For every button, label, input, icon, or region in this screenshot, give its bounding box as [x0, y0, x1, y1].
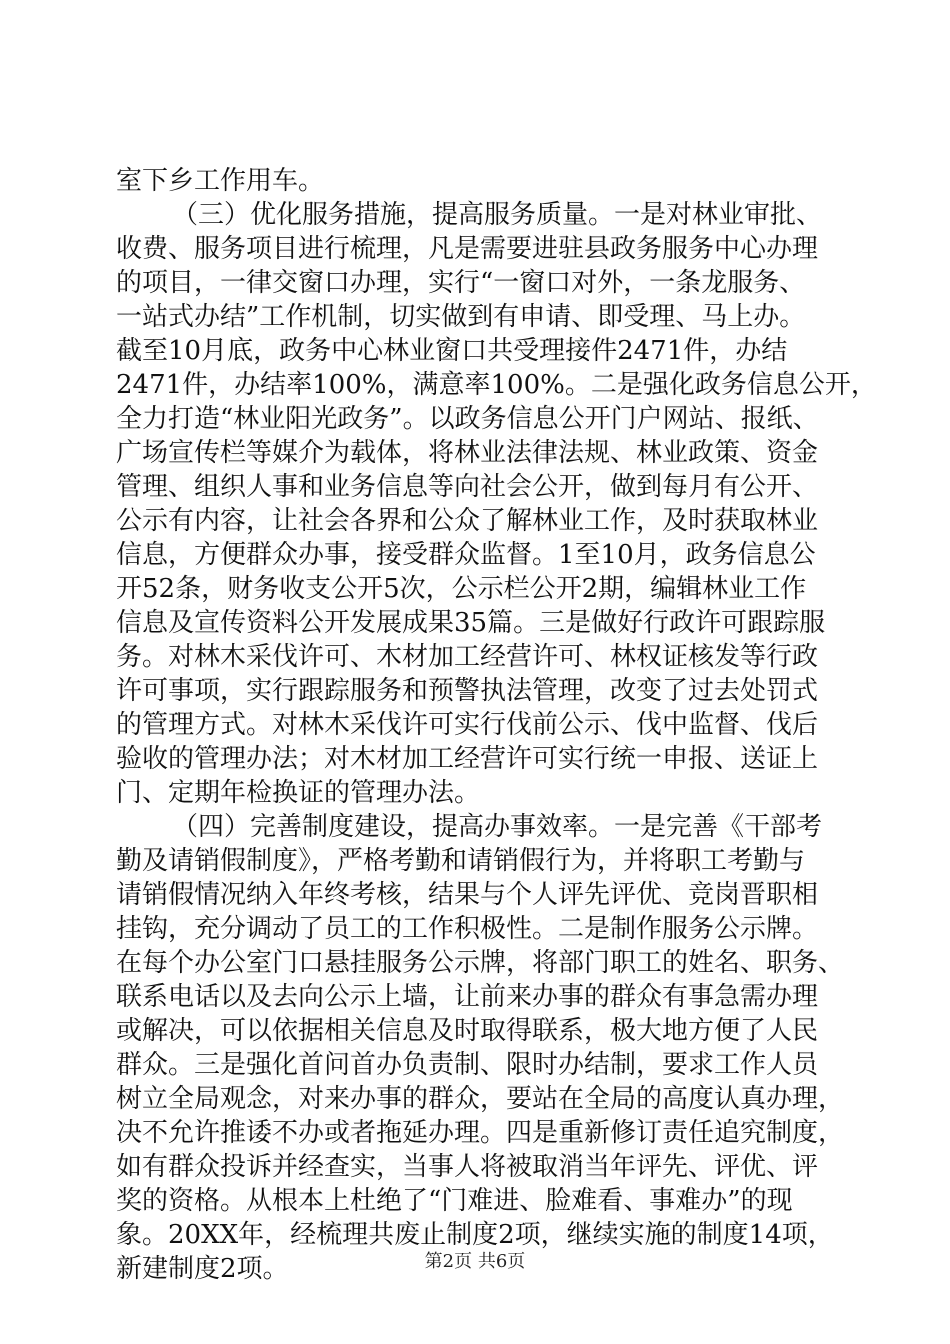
text-line: 群众。三是强化首问首办负责制、限时办结制，要求工作人员	[116, 1050, 819, 1080]
text-line: 在每个办公室门口悬挂服务公示牌，将部门职工的姓名、职务、	[116, 948, 845, 978]
text-line: 广场宣传栏等媒介为载体，将林业法律法规、林业政策、资金	[116, 438, 819, 468]
text-line: 验收的管理办法；对木材加工经营许可实行统一申报、送证上	[116, 744, 819, 774]
text-line: 门、定期年检换证的管理办法。	[116, 778, 481, 808]
text-line: 2471件，办结率100%，满意率100%。二是强化政务信息公开，	[116, 370, 877, 400]
text-line: 信息，方便群众办事，接受群众监督。1至10月，政务信息公	[116, 540, 816, 570]
text-line: 或解决，可以依据相关信息及时取得联系，极大地方便了人民	[116, 1016, 819, 1046]
text-line: 如有群众投诉并经查实，当事人将被取消当年评先、评优、评	[116, 1152, 819, 1182]
page-number-footer: 第2页 共6页	[424, 1251, 526, 1272]
text-line: 管理、组织人事和业务信息等向社会公开，做到每月有公开、	[116, 472, 819, 502]
text-line: 公示有内容，让社会各界和公众了解林业工作，及时获取林业	[116, 506, 819, 536]
text-line: 室下乡工作用车。	[116, 166, 325, 196]
text-line: 树立全局观念，对来办事的群众，要站在全局的高度认真办理，	[116, 1084, 845, 1114]
text-line: 勤及请销假制度》，严格考勤和请销假行为，并将职工考勤与	[116, 846, 806, 876]
text-line: 的项目，一律交窗口办理，实行“一窗口对外，一条龙服务、	[116, 268, 806, 298]
text-line: 收费、服务项目进行梳理，凡是需要进驻县政务服务中心办理	[116, 234, 819, 264]
text-line: 奖的资格。从根本上杜绝了“门难进、脸难看、事难办”的现	[116, 1186, 793, 1216]
paragraph-heading-line: （四）完善制度建设，提高办事效率。一是完善《干部考	[172, 812, 823, 842]
text-line: 象。20XX年，经梳理共废止制度2项，继续实施的制度14项，	[116, 1220, 834, 1250]
text-line: 开52条，财务收支公开5次，公示栏公开2期，编辑林业工作	[116, 574, 807, 604]
text-line: 决不允许推诿不办或者拖延办理。四是重新修订责任追究制度，	[116, 1118, 845, 1148]
text-line: 务。对林木采伐许可、木材加工经营许可、林权证核发等行政	[116, 642, 819, 672]
text-line: 一站式办结”工作机制，切实做到有申请、即受理、马上办。	[116, 302, 806, 332]
text-line: 挂钩，充分调动了员工的工作积极性。二是制作服务公示牌。	[116, 914, 819, 944]
text-line: 请销假情况纳入年终考核，结果与个人评先评优、竞岗晋职相	[116, 880, 819, 910]
text-line: 全力打造“林业阳光政务”。以政务信息公开门户网站、报纸、	[116, 404, 819, 434]
text-line: 信息及宣传资料公开发展成果35篇。三是做好行政许可跟踪服	[116, 608, 826, 638]
text-line: 许可事项，实行跟踪服务和预警执法管理，改变了过去处罚式	[116, 676, 819, 706]
text-line: 联系电话以及去向公示上墙，让前来办事的群众有事急需办理	[116, 982, 819, 1012]
paragraph-heading-line: （三）优化服务措施，提高服务质量。一是对林业审批、	[172, 200, 823, 230]
text-line: 截至10月底，政务中心林业窗口共受理接件2471件，办结	[116, 336, 788, 366]
text-line: 的管理方式。对林木采伐许可实行伐前公示、伐中监督、伐后	[116, 710, 819, 740]
text-line: 新建制度2项。	[116, 1254, 289, 1284]
